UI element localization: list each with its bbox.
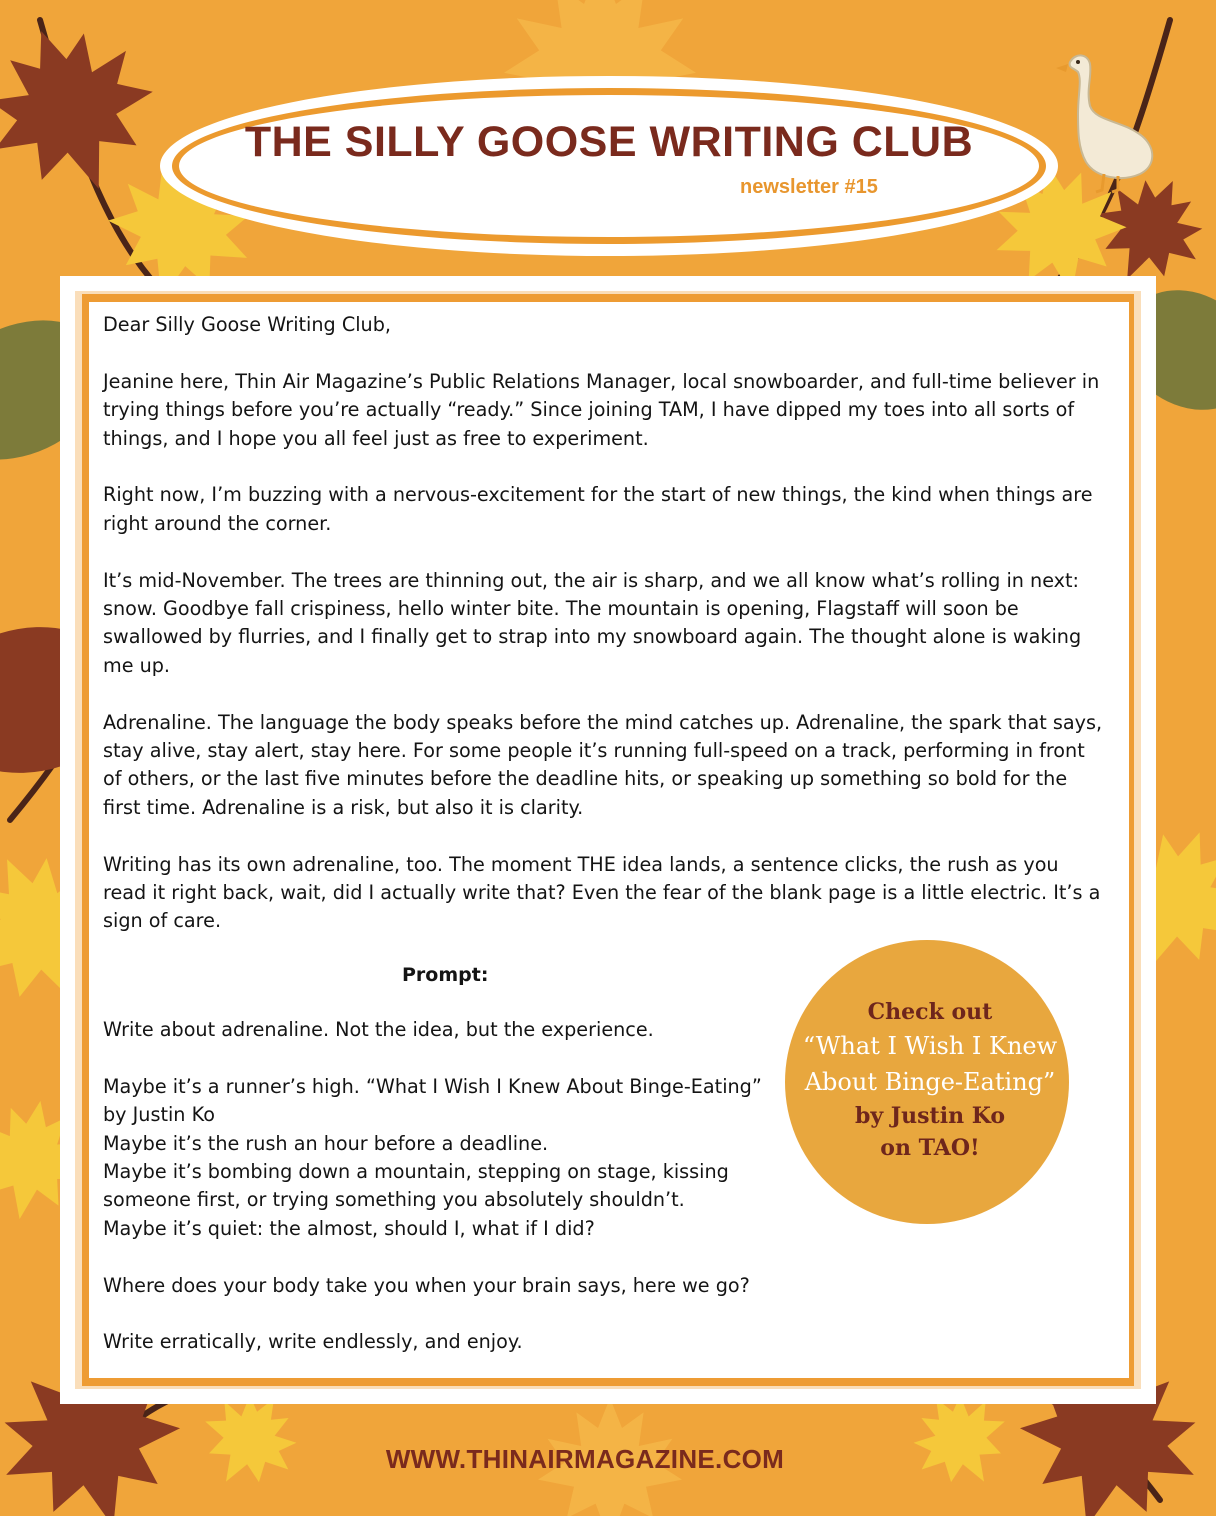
letter-paragraph: Jeanine here, Thin Air Magazine’s Public Relations Manager, local snowboarder, and full-time believer in trying things before you’re actually “ready.” Since joining TAM, I have dipped my toes into all sorts of things, and I hope you all feel just as free to experiment. bbox=[103, 369, 1100, 450]
prompt-maybe-line: Maybe it’s bombing down a mountain, stepping on stage, kissing someone first, or trying something you absolutely shouldn’t. bbox=[103, 1160, 729, 1212]
prompt-maybe-line: Maybe it’s a runner’s high. “What I Wish I Knew About Binge-Eating” by Justin Ko bbox=[103, 1074, 762, 1127]
prompt-intro: Write about adrenaline. Not the idea, but the experience. bbox=[103, 1018, 654, 1041]
website-link[interactable]: WWW.THINAIRMAGAZINE.COM bbox=[385, 1444, 785, 1474]
newsletter-issue: newsletter #15 bbox=[740, 176, 878, 198]
prompt-closing: Write erratically, write endlessly, and enjoy. bbox=[103, 1330, 523, 1354]
newsletter-title: THE SILLY GOOSE WRITING CLUB bbox=[244, 118, 974, 166]
letter-body bbox=[103, 311, 1103, 964]
prompt-heading: Prompt: bbox=[402, 964, 489, 986]
callout-article-title: About Binge-Eating” bbox=[804, 1068, 1056, 1096]
letter-greeting: Dear Silly Goose Writing Club, bbox=[103, 313, 391, 336]
callout-author: by Justin Ko bbox=[854, 1103, 1006, 1129]
letter-paragraph: Writing has its own adrenaline, too. The moment THE idea lands, a sentence clicks, the rush as you read it right back, wait, did I actually write that? Even the fear of the blank page is a little electric. It’s a sign of care. bbox=[103, 852, 1101, 933]
prompt-body bbox=[103, 1016, 783, 1357]
prompt-maybe-line: Maybe it’s quiet: the almost, should I, what if I did? bbox=[103, 1216, 595, 1240]
prompt-question: Where does your body take you when your brain says, here we go? bbox=[103, 1273, 750, 1297]
letter-paragraph: Adrenaline. The language the body speaks before the mind catches up. Adrenaline, the spark that says, stay alive, stay alert, stay here. For some people it’s running full-speed on a track, performing in front of others, or the last five minutes before the deadline hits, or speaking up something so bold for the first time. Adrenaline is a risk, but also it is clarity. bbox=[103, 710, 1103, 819]
callout-article-title: “What I Wish I Knew bbox=[802, 1032, 1058, 1060]
letter-paragraph: It’s mid-November. The trees are thinning out, the air is sharp, and we all know what’s rolling in next: snow. Goodbye fall crispiness, hello winter bite. The mountain is opening, Flagstaff will soon be swallowed by flurries, and I finally get to strap into my snowboard again. The thought alone is waking me up. bbox=[103, 568, 1082, 677]
prompt-maybe-line: Maybe it’s the rush an hour before a deadline. bbox=[103, 1131, 549, 1155]
callout-where: on TAO! bbox=[880, 1135, 980, 1161]
callout-line: Check out bbox=[867, 999, 993, 1025]
letter-paragraph: Right now, I’m buzzing with a nervous-excitement for the start of new things, the kind when things are right around the corner. bbox=[103, 483, 1093, 535]
goose-icon bbox=[1052, 50, 1164, 196]
callout-text[interactable] bbox=[785, 996, 1075, 1164]
